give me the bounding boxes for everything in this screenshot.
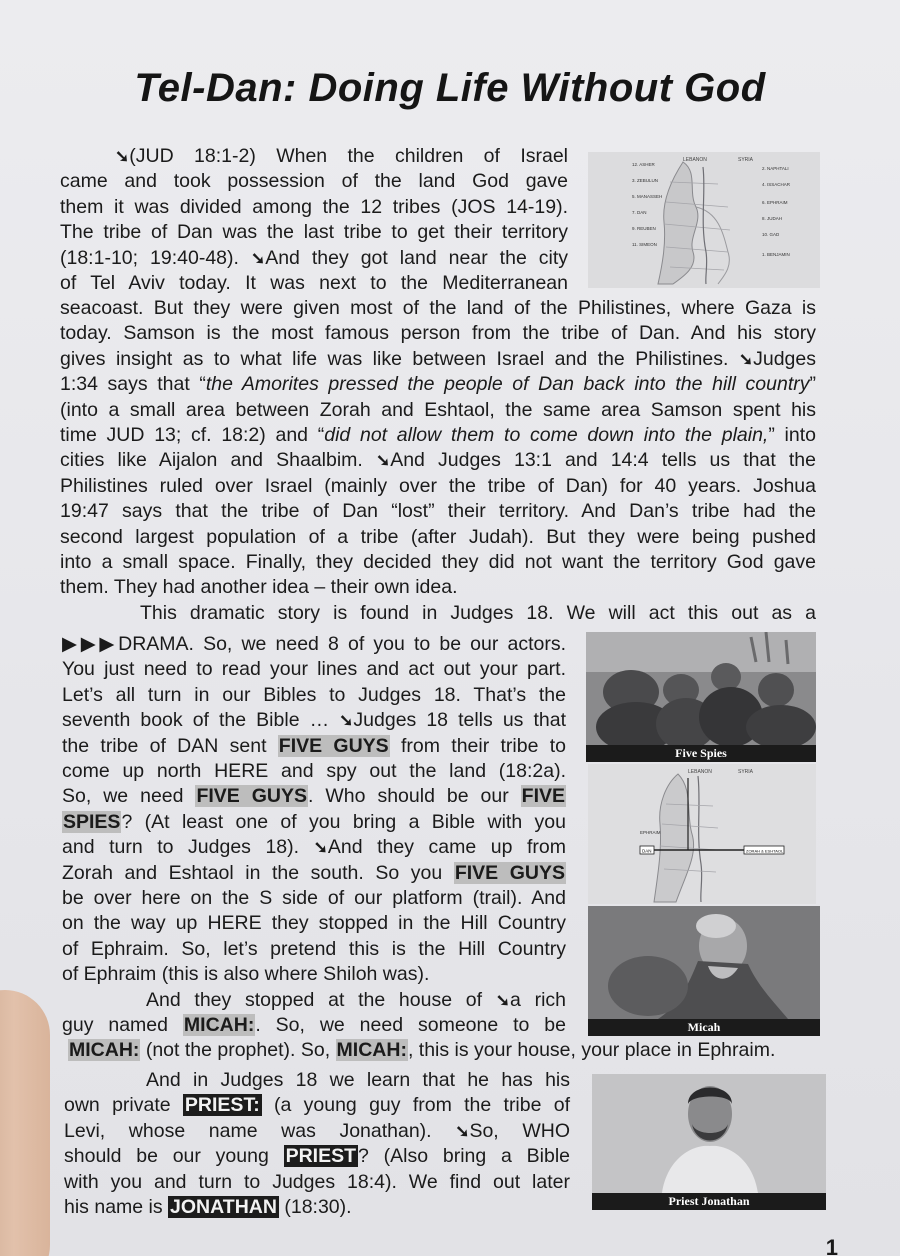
map-label: ZORAH & ESHTAOL — [746, 848, 784, 854]
arrow-icon: ➘ — [115, 147, 130, 166]
text-line: should be our young PRIEST ? (Also bring a Bible — [64, 1145, 570, 1168]
map-label: 10. GAD — [762, 232, 780, 237]
map-label: DAN — [642, 848, 652, 854]
arrow-icon: ➘ — [339, 711, 354, 731]
map-label: SYRIA — [738, 157, 754, 163]
map-label: 9. REUBEN — [632, 226, 656, 231]
text-line: of Ephraim (this is also where Shiloh was). — [62, 963, 430, 986]
micah-line — [68, 1038, 828, 1063]
map-label: 3. ZEBULUN — [632, 178, 659, 183]
text-line: SPIES? (At least one of you bring a Bible with you — [63, 810, 566, 833]
text-line: guy named MICAH:. So, we need someone to be — [62, 1014, 566, 1037]
text-line: gives insight as to what life was like between Israel and the Philistines. ➘Judges — [60, 347, 816, 370]
text-line: own private PRIEST: (a young guy from the tribe of — [64, 1094, 571, 1117]
map-label: 5. MANASSEH — [632, 194, 663, 199]
text-line: The tribe of Dan was the last tribe to get their territory — [60, 221, 568, 244]
text-line: You just need to read your lines and act out your part. — [62, 658, 566, 681]
text-line: of Tel Aviv today. It was next to the Mediterranean — [60, 272, 568, 295]
arrow-icon: ➘ — [313, 838, 328, 858]
tribal-map-figure — [588, 152, 820, 288]
text-line: 19:47 says that the tribe of Dan “lost” their territory. And Dan’s tribe had the — [60, 500, 816, 523]
priest-jonathan-figure — [592, 1074, 826, 1210]
text-line: time JUD 13; cf. 18:2) and “did not allow them to come down into the plain,” into — [60, 424, 816, 447]
text-line: Let’s all turn in our Bibles to Judges 18. That’s the — [62, 683, 566, 706]
text-line: seacoast. But they were given most of the land of the Philistines, where Gaza is — [60, 297, 816, 319]
text-line: them. They had another idea – their own idea. — [60, 576, 458, 599]
arrow-icon: ➘ — [455, 1121, 470, 1141]
map-illustration — [588, 152, 820, 288]
text-line: 1:34 says that “the Amorites pressed the people of Dan back into the hill country” — [60, 373, 816, 396]
map-label: EPHRAIM — [640, 830, 661, 835]
text-line: MICAH: (not the prophet). So, MICAH:, this is your house, your place in Ephraim. — [69, 1039, 776, 1061]
map-label: 1. BENJAMIN — [762, 252, 790, 257]
text-line: Zorah and Eshtaol in the south. So you FIVE GUYS — [62, 861, 565, 884]
text-line: second largest population of a tribe (after Judah). But they were being pushed — [60, 525, 816, 548]
text-line: into a small space. Finally, they decided they did not want the territory God gave — [60, 551, 816, 574]
map-label: 4. ISSACHAR — [762, 182, 791, 187]
arrow-icon: ➘ — [250, 248, 266, 268]
text-line: (18:1-10; 19:40-48). ➘And they got land near the city — [60, 246, 569, 269]
map-label: 7. DAN — [632, 210, 647, 215]
text-line: come up north HERE and spy out the land (18:2a). — [62, 760, 566, 783]
map-label: LEBANON — [683, 157, 707, 163]
map-label: 8. JUDAH — [762, 216, 783, 221]
paragraph-1-full — [60, 296, 816, 626]
text-line: cities like Aijalon and Shaalbim. ➘And Judges 13:1 and 14:4 tells us that the — [60, 449, 816, 472]
page-title: Tel-Dan: Doing Life Without God — [134, 66, 766, 110]
map-label: 12. ASHER — [632, 162, 655, 167]
text-line: (into a small area between Zorah and Eshtaol, the same area Samson spent his — [60, 398, 816, 421]
text-line: with you and turn to Judges 18:4). We find out later — [64, 1170, 570, 1193]
map-label: 2. NAPHTALI — [762, 166, 789, 171]
paragraph-3-left — [64, 1068, 570, 1220]
arrow-icon: ➘ — [495, 990, 511, 1010]
text-line: This dramatic story is found in Judges 18. We will act this out as a — [140, 601, 816, 624]
paragraph-2-left — [62, 632, 566, 1039]
map-label: SYRIA — [738, 769, 754, 775]
figure-caption: Five Spies — [586, 745, 816, 762]
arrow-icon: ➘ — [738, 349, 754, 369]
figure-caption: Priest Jonathan — [592, 1193, 826, 1210]
five-spies-figure — [586, 632, 816, 762]
text-line: And in Judges 18 we learn that he has his — [146, 1069, 570, 1091]
thumb-edge — [0, 990, 50, 1256]
route-map-illustration — [588, 764, 816, 904]
figure-caption: Micah — [588, 1019, 820, 1036]
map-label: 11. SIMEON — [632, 242, 657, 247]
map-label: 6. EPHRAIM — [762, 200, 788, 205]
dan-route-map-figure — [588, 764, 816, 904]
text-line: be over here on the S side of our platform (trail). And — [62, 887, 566, 910]
paragraph-1-top — [60, 144, 568, 296]
text-line: came and took possession of the land God gave — [60, 170, 568, 193]
micah-figure — [588, 906, 820, 1036]
spies-illustration — [586, 632, 816, 745]
text-line: So, we need FIVE GUYS. Who should be our FIVE — [62, 785, 566, 808]
text-line: them it was divided among the 12 tribes (JOS 14-19). — [60, 195, 568, 218]
priest-illustration — [592, 1074, 826, 1193]
text-line: Philistines ruled over Israel (mainly over the tribe of Dan) for 40 years. Joshua — [60, 474, 816, 497]
text-line: Levi, whose name was Jonathan). ➘So, WHO — [64, 1119, 570, 1142]
page-number: 1 — [825, 1235, 838, 1256]
text-line: And they stopped at the house of ➘a rich — [146, 988, 567, 1011]
map-label: LEBANON — [688, 769, 712, 775]
text-line: ▶▶▶DRAMA. So, we need 8 of you to be our actors. — [62, 633, 566, 655]
micah-illustration — [588, 906, 820, 1019]
text-line: the tribe of DAN sent FIVE GUYS from their tribe to — [62, 734, 566, 757]
text-line: his name is JONATHAN (18:30). — [64, 1196, 352, 1219]
text-line: ➘(JUD 18:1-2) When the children of Israel — [115, 145, 568, 167]
text-line: of Ephraim. So, let’s pretend this is the Hill Country — [62, 937, 566, 960]
text-line: on the way up HERE they stopped in the Hill Country — [62, 912, 566, 935]
text-line: and turn to Judges 18). ➘And they came up from — [62, 836, 566, 859]
text-line: today. Samson is the most famous person from the tribe of Dan. And his story — [60, 322, 816, 345]
text-line: seventh book of the Bible … ➘Judges 18 tells us that — [62, 709, 566, 732]
arrow-icon: ➘ — [375, 451, 391, 471]
